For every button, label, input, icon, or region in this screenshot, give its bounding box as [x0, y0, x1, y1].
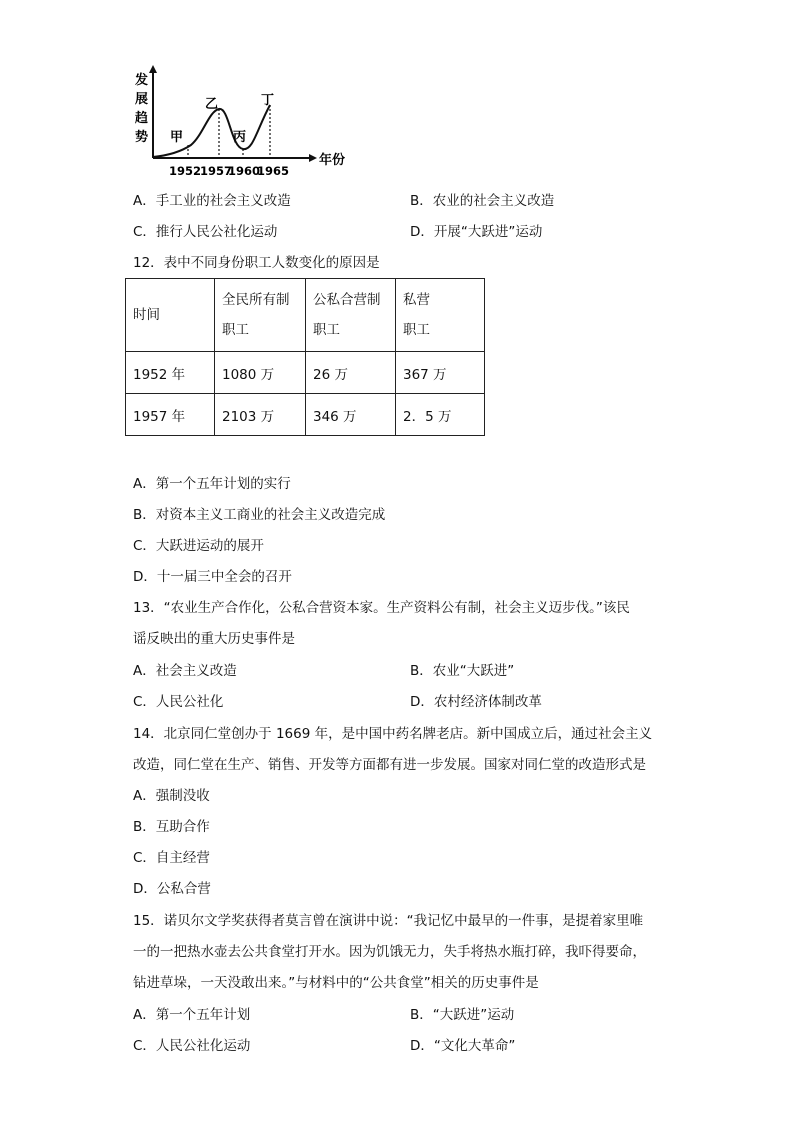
table-header-private — [396, 279, 485, 352]
q12-table — [125, 278, 485, 436]
year-1965: 1965 — [257, 164, 290, 178]
table-cell: 1952 年 — [126, 352, 215, 394]
table-cell: 1080 万 — [215, 352, 306, 394]
table-cell: 1957 年 — [126, 394, 215, 436]
q14-stem-line1: 14．北京同仁堂创办于 1669 年，是中国中药名牌老店。新中国成立后，通过社会主义 — [133, 726, 653, 742]
q15-option-a: A．第一个五年计划 — [133, 1007, 251, 1023]
x-axis-label: 年份 — [319, 153, 346, 168]
q15-option-d: D．“文化大革命” — [410, 1038, 516, 1054]
q15-stem-line1: 15．诺贝尔文学奖获得者莫言曾在演讲中说：“我记忆中最早的一件事，是提着家里唯 — [133, 913, 644, 929]
header-cell-line: 职工 — [222, 322, 249, 338]
y-axis-arrow — [149, 65, 157, 73]
q11-option-a: A．手工业的社会主义改造 — [133, 193, 291, 209]
year-1952: 1952 — [169, 164, 202, 178]
stage-label-jia: 甲 — [170, 130, 184, 145]
q15-stem-line3: 钻进草垛，一天没敢出来。”与材料中的“公共食堂”相关的历史事件是 — [133, 975, 539, 991]
table-header-time — [126, 279, 215, 352]
table-row — [126, 394, 485, 436]
q13-option-a: A．社会主义改造 — [133, 663, 237, 679]
q12-stem: 12．表中不同身份职工人数变化的原因是 — [133, 255, 380, 271]
q12-option-b: B．对资本主义工商业的社会主义改造完成 — [133, 507, 386, 523]
table-row — [126, 352, 485, 394]
table-cell: 367 万 — [396, 352, 485, 394]
q14-option-d: D．公私合营 — [133, 881, 211, 897]
header-cell-line: 全民所有制 — [222, 292, 290, 308]
y-axis-char-1: 发 — [135, 73, 149, 88]
q14-option-a: A．强制没收 — [133, 788, 210, 804]
stage-label-ding: 丁 — [261, 93, 275, 108]
q13-option-c: C．人民公社化 — [133, 694, 224, 710]
q13-stem-line1: 13．“农业生产合作化，公私合营资本家。生产资料公有制，社会主义迈步伐。”该民 — [133, 600, 630, 616]
q13-option-d: D．农村经济体制改革 — [410, 694, 542, 710]
y-axis-char-2: 展 — [135, 92, 149, 107]
y-axis-char-3: 趋 — [135, 111, 149, 126]
q15-option-b: B．“大跃进”运动 — [410, 1007, 515, 1023]
stage-label-yi: 乙 — [205, 97, 219, 112]
q15-stem-line2: 一的一把热水壶去公共食堂打开水。因为饥饿无力，失手将热水瓶打碎，我吓得要命， — [133, 944, 646, 960]
header-cell-line: 职工 — [313, 322, 340, 338]
q15-option-c: C．人民公社化运动 — [133, 1038, 251, 1054]
x-axis-arrow — [309, 154, 317, 162]
table-header-row — [126, 279, 485, 352]
q11-option-c: C．推行人民公社化运动 — [133, 224, 278, 240]
y-axis-char-4: 势 — [135, 130, 149, 145]
header-cell-line: 私营 — [403, 292, 430, 308]
q14-stem-line2: 改造，同仁堂在生产、销售、开发等方面都有进一步发展。国家对同仁堂的改造形式是 — [133, 757, 646, 773]
q11-option-d: D．开展“大跃进”运动 — [410, 224, 543, 240]
header-cell-line: 公私合营制 — [313, 292, 381, 308]
q13-stem-line2: 谣反映出的重大历史事件是 — [133, 631, 295, 647]
header-cell-line: 时间 — [133, 307, 160, 323]
q13-option-b: B．农业“大跃进” — [410, 663, 515, 679]
table-header-state-owned — [215, 279, 306, 352]
q11-option-b: B．农业的社会主义改造 — [410, 193, 555, 209]
stage-label-bing: 丙 — [233, 130, 247, 145]
table-header-joint — [306, 279, 396, 352]
q12-option-d: D．十一届三中全会的召开 — [133, 569, 292, 585]
q14-option-c: C．自主经营 — [133, 850, 210, 866]
table-cell: 2103 万 — [215, 394, 306, 436]
table-cell: 346 万 — [306, 394, 396, 436]
trend-figure — [133, 65, 373, 180]
table-cell: 26 万 — [306, 352, 396, 394]
year-1960: 1960 — [228, 164, 261, 178]
q12-option-a: A．第一个五年计划的实行 — [133, 476, 291, 492]
q12-option-c: C．大跃进运动的展开 — [133, 538, 264, 554]
table-cell: 2．5 万 — [396, 394, 485, 436]
q14-option-b: B．互助合作 — [133, 819, 210, 835]
header-cell-line: 职工 — [403, 322, 430, 338]
year-1957: 1957 — [200, 164, 233, 178]
